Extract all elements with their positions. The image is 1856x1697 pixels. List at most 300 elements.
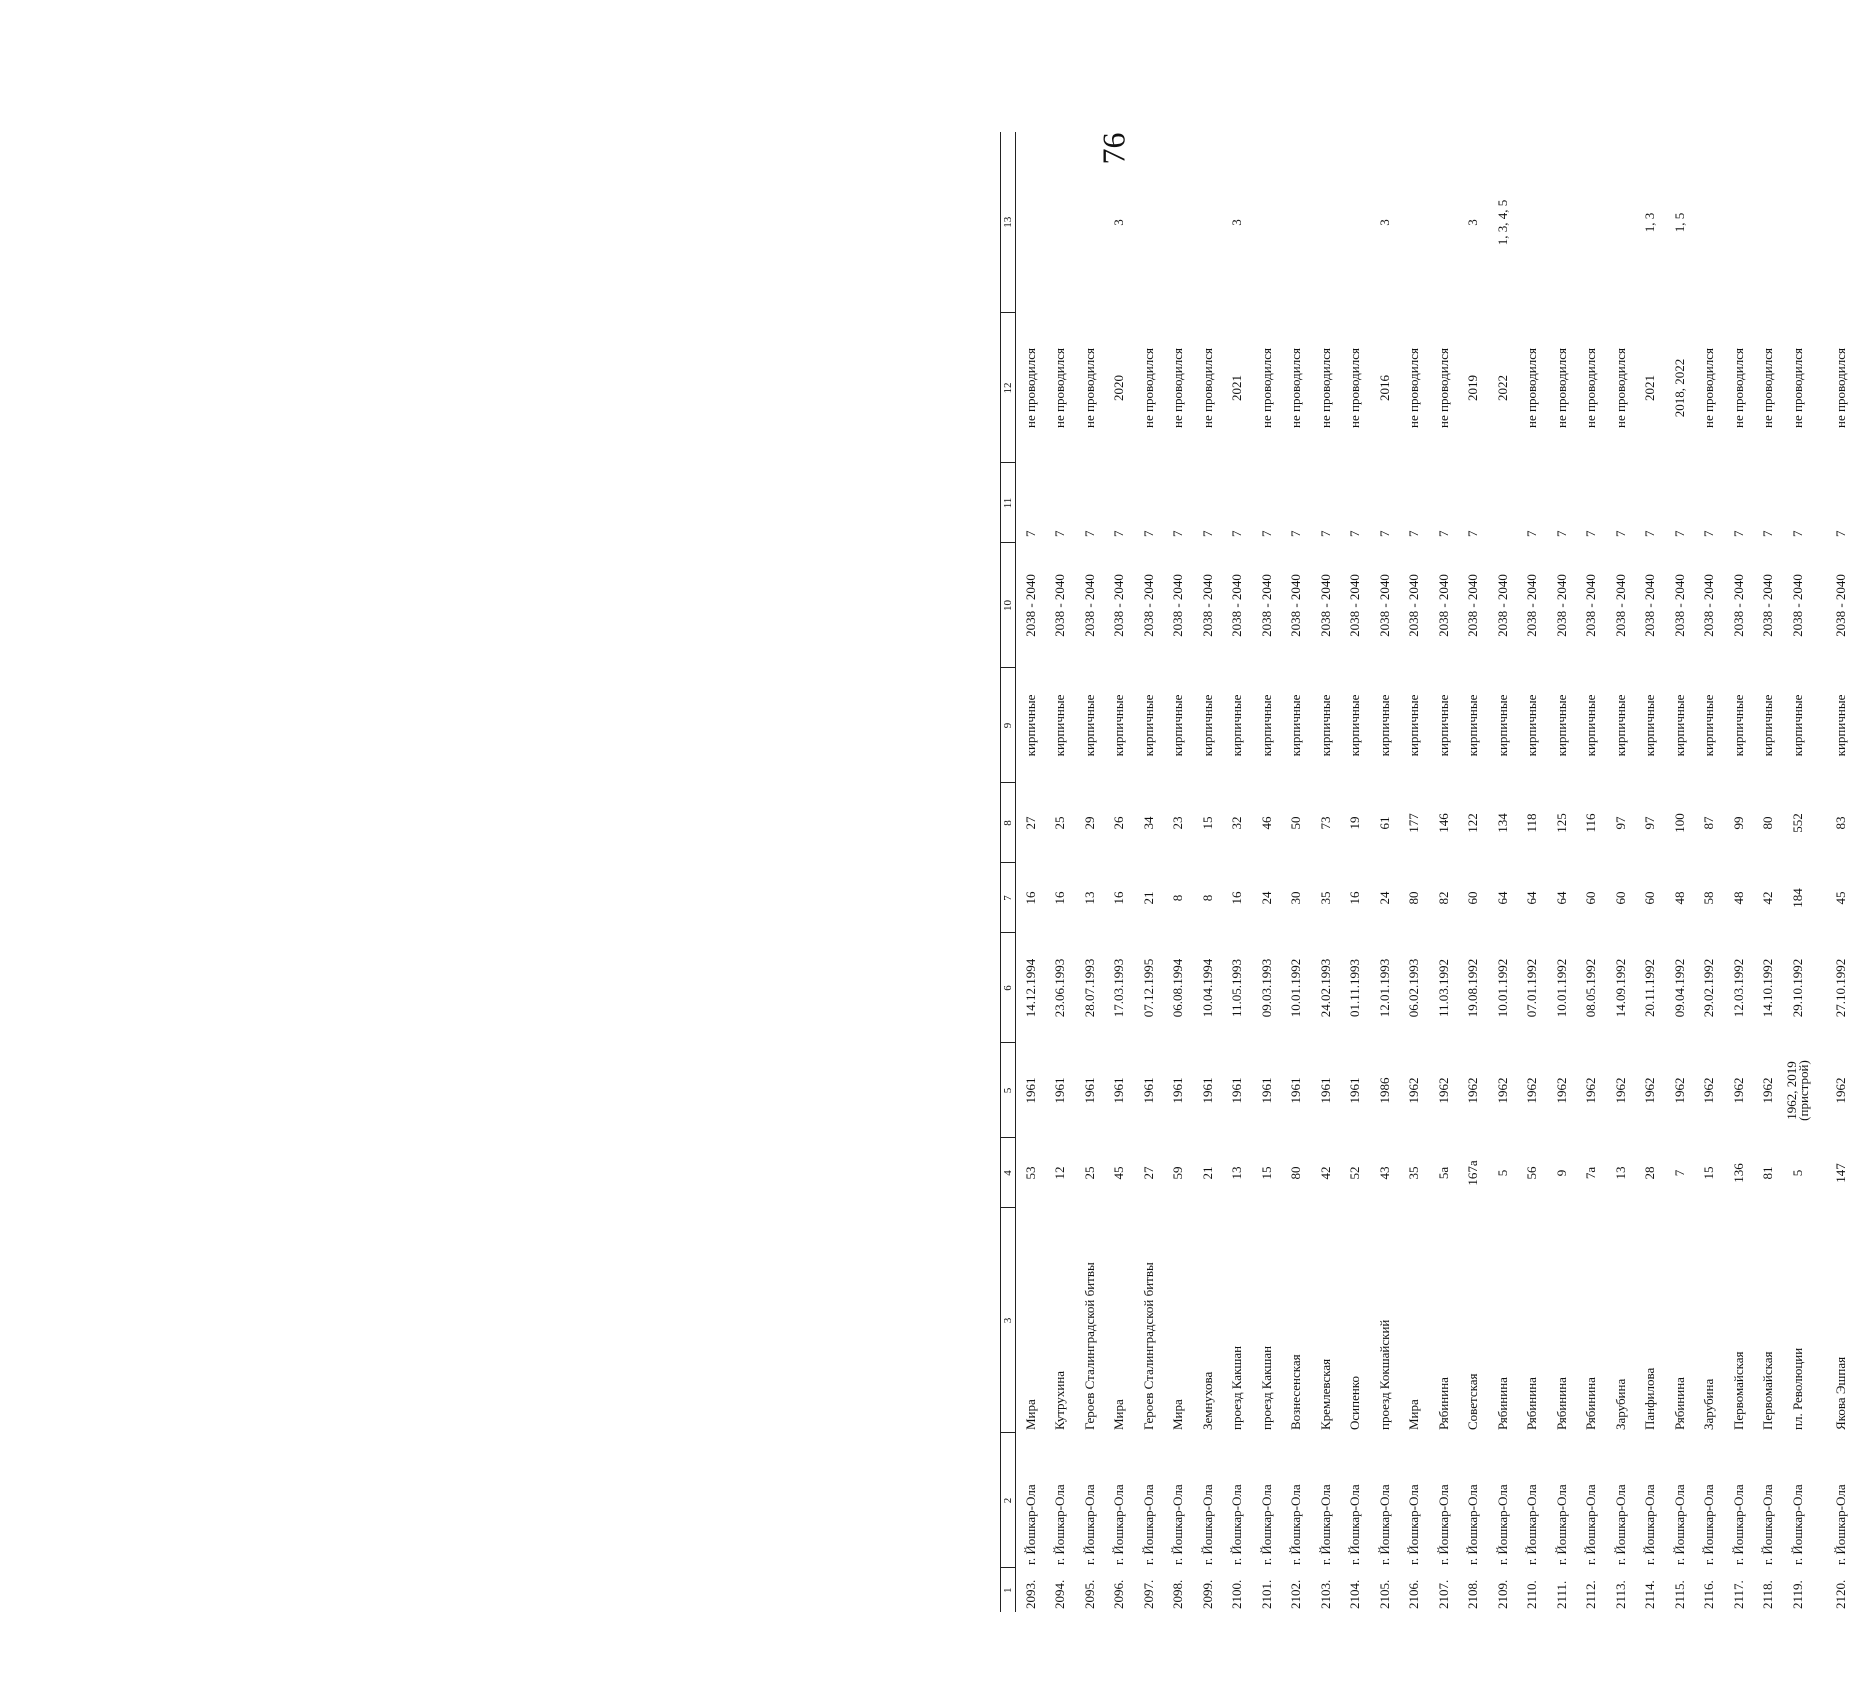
settlement: г. Йошкар-Ола	[1435, 1484, 1451, 1565]
house-number: 15	[1701, 1166, 1717, 1180]
value-col-11: 7	[1111, 530, 1127, 537]
last-repair: не проводился	[1081, 348, 1097, 428]
value-col-8: 32	[1229, 816, 1245, 830]
repair-period: 2038 - 2040	[1229, 574, 1245, 637]
wall-material: кирпичные	[1435, 694, 1451, 757]
settlement: г. Йошкар-Ола	[1288, 1484, 1304, 1565]
house-number: 136	[1730, 1163, 1746, 1183]
repair-types: 1, 3, 4, 5	[1494, 199, 1510, 246]
privatization-date: 17.03.1993	[1111, 958, 1127, 1018]
value-col-8: 122	[1465, 813, 1481, 833]
value-col-7: 16	[1347, 891, 1363, 905]
privatization-date: 11.03.1992	[1435, 958, 1451, 1018]
value-col-7: 16	[1022, 891, 1038, 905]
build-year: 1962	[1494, 1077, 1510, 1104]
street-name: Панфилова	[1642, 1367, 1658, 1430]
row-number: 2120.	[1833, 1579, 1849, 1609]
street-name: Кремлевская	[1317, 1358, 1333, 1430]
build-year: 1961	[1022, 1077, 1038, 1104]
settlement: г. Йошкар-Ола	[1760, 1484, 1776, 1565]
repair-period: 2038 - 2040	[1140, 574, 1156, 637]
table-row	[1164, 132, 1194, 1612]
wall-material: кирпичные	[1730, 694, 1746, 757]
settlement: г. Йошкар-Ола	[1833, 1484, 1849, 1565]
table-row	[1252, 132, 1282, 1612]
privatization-date: 14.10.1992	[1760, 958, 1776, 1018]
privatization-date: 01.11.1993	[1347, 958, 1363, 1018]
wall-material: кирпичные	[1022, 694, 1038, 757]
settlement: г. Йошкар-Ола	[1730, 1484, 1746, 1565]
last-repair: не проводился	[1347, 348, 1363, 428]
street-name: Зарубина	[1612, 1378, 1628, 1430]
last-repair: 2022	[1494, 375, 1510, 401]
value-col-8: 87	[1701, 816, 1717, 830]
row-number: 2115.	[1671, 1580, 1687, 1609]
repair-period: 2038 - 2040	[1258, 574, 1274, 637]
repair-period: 2038 - 2040	[1111, 574, 1127, 637]
build-year: 1961	[1347, 1077, 1363, 1104]
row-number: 2111.	[1553, 1580, 1569, 1609]
privatization-date: 10.01.1992	[1494, 958, 1510, 1018]
settlement: г. Йошкар-Ола	[1642, 1484, 1658, 1565]
wall-material: кирпичные	[1671, 694, 1687, 757]
value-col-8: 15	[1199, 816, 1215, 830]
build-year: 1961	[1111, 1077, 1127, 1104]
value-col-8: 61	[1376, 816, 1392, 830]
value-col-8: 116	[1583, 813, 1599, 833]
repair-types: 3	[1229, 219, 1245, 226]
value-col-11: 7	[1465, 530, 1481, 537]
build-year: 1962	[1553, 1077, 1569, 1104]
repair-types: 1, 3	[1642, 212, 1658, 233]
house-number: 13	[1229, 1166, 1245, 1180]
last-repair: 2016	[1376, 375, 1392, 401]
settlement: г. Йошкар-Ола	[1494, 1484, 1510, 1565]
row-number: 2119.	[1789, 1580, 1805, 1609]
repair-types	[1813, 132, 1856, 313]
value-col-7: 48	[1730, 891, 1746, 905]
house-number: 42	[1317, 1166, 1333, 1180]
wall-material: кирпичные	[1170, 694, 1186, 757]
value-col-11: 7	[1671, 530, 1687, 537]
street-name: Рябинина	[1435, 1377, 1451, 1430]
repair-period: 2038 - 2040	[1583, 574, 1599, 637]
table-row	[1429, 132, 1459, 1612]
wall-material: кирпичные	[1524, 694, 1540, 757]
house-number: 27	[1140, 1166, 1156, 1180]
repair-period: 2038 - 2040	[1376, 574, 1392, 637]
value-col-7: 58	[1701, 891, 1717, 905]
wall-material: кирпичные	[1288, 694, 1304, 757]
column-header-2: 2	[1001, 1433, 1016, 1568]
column-header-1: 1	[1001, 1568, 1016, 1612]
privatization-date: 08.05.1992	[1583, 958, 1599, 1018]
value-col-8: 83	[1833, 816, 1849, 830]
settlement: г. Йошкар-Ола	[1583, 1484, 1599, 1565]
table-row	[1577, 132, 1607, 1612]
wall-material: кирпичные	[1140, 694, 1156, 757]
settlement: г. Йошкар-Ола	[1111, 1484, 1127, 1565]
value-col-7: 60	[1642, 891, 1658, 905]
value-col-8: 73	[1317, 816, 1333, 830]
value-col-7: 16	[1111, 891, 1127, 905]
repair-period: 2038 - 2040	[1022, 574, 1038, 637]
privatization-date: 19.08.1992	[1465, 958, 1481, 1018]
repair-types: 1, 5	[1671, 212, 1687, 233]
street-name: Героев Сталинградской битвы	[1140, 1262, 1156, 1430]
table-row	[1016, 132, 1046, 1612]
table-row	[1341, 132, 1371, 1612]
table-row	[1400, 132, 1430, 1612]
value-col-11: 7	[1701, 530, 1717, 537]
value-col-8: 29	[1081, 816, 1097, 830]
repair-types	[1075, 132, 1105, 313]
column-header-8: 8	[1001, 783, 1016, 863]
value-col-8: 26	[1111, 816, 1127, 830]
value-col-7: 30	[1288, 891, 1304, 905]
value-col-8: 99	[1730, 816, 1746, 830]
settlement: г. Йошкар-Ола	[1376, 1484, 1392, 1565]
last-repair: не проводился	[1022, 348, 1038, 428]
column-header-5: 5	[1001, 1043, 1016, 1138]
repair-period: 2038 - 2040	[1553, 574, 1569, 637]
last-repair: не проводился	[1701, 348, 1717, 428]
street-name: Первомайская	[1760, 1351, 1776, 1430]
column-header-11: 11	[1001, 463, 1016, 543]
repair-period: 2038 - 2040	[1833, 574, 1849, 637]
value-col-7: 64	[1524, 891, 1540, 905]
table-row	[1223, 132, 1253, 1612]
value-col-8: 34	[1140, 816, 1156, 830]
wall-material: кирпичные	[1494, 694, 1510, 757]
value-col-7: 80	[1406, 891, 1422, 905]
build-year: 1961	[1317, 1077, 1333, 1104]
street-name: Вознесенская	[1288, 1354, 1304, 1430]
value-col-11: 7	[1288, 530, 1304, 537]
wall-material: кирпичные	[1258, 694, 1274, 757]
repair-period: 2038 - 2040	[1789, 574, 1805, 637]
build-year: 1961	[1199, 1077, 1215, 1104]
repair-types	[1341, 132, 1371, 313]
house-number: 35	[1406, 1166, 1422, 1180]
value-col-11: 7	[1347, 530, 1363, 537]
house-number: 12	[1052, 1166, 1068, 1180]
house-number: 15	[1258, 1166, 1274, 1180]
street-name: Рябинина	[1494, 1377, 1510, 1430]
row-number: 2112.	[1583, 1580, 1599, 1609]
value-col-8: 97	[1612, 816, 1628, 830]
settlement: г. Йошкар-Ола	[1612, 1484, 1628, 1565]
wall-material: кирпичные	[1612, 694, 1628, 757]
build-year: 1961	[1140, 1077, 1156, 1104]
value-col-8: 125	[1553, 813, 1569, 833]
settlement: г. Йошкар-Ола	[1406, 1484, 1422, 1565]
build-year: 1962	[1760, 1077, 1776, 1104]
street-name: проезд Кокшайский	[1376, 1319, 1392, 1430]
privatization-date: 10.04.1994	[1199, 958, 1215, 1018]
settlement: г. Йошкар-Ола	[1052, 1484, 1068, 1565]
table-row	[1459, 132, 1489, 1612]
street-name: Мира	[1111, 1399, 1127, 1430]
build-year: 1962	[1701, 1077, 1717, 1104]
value-col-7: 64	[1494, 891, 1510, 905]
row-number: 2118.	[1760, 1580, 1776, 1609]
repair-period: 2038 - 2040	[1435, 574, 1451, 637]
repair-period: 2038 - 2040	[1052, 574, 1068, 637]
value-col-11: 7	[1833, 530, 1849, 537]
value-col-7: 8	[1170, 894, 1186, 902]
last-repair: 2018, 2022	[1671, 358, 1687, 418]
street-name: Кутрухина	[1052, 1370, 1068, 1430]
build-year: 1962	[1465, 1077, 1481, 1104]
value-col-11: 7	[1553, 530, 1569, 537]
last-repair: 2019	[1465, 375, 1481, 401]
build-year: 1986	[1376, 1077, 1392, 1104]
repair-types	[1783, 132, 1813, 313]
last-repair: не проводился	[1199, 348, 1215, 428]
settlement: г. Йошкар-Ола	[1081, 1484, 1097, 1565]
value-col-7: 13	[1081, 891, 1097, 905]
street-name: проезд Какшан	[1229, 1345, 1245, 1430]
value-col-11: 7	[1052, 530, 1068, 537]
value-col-7: 45	[1833, 891, 1849, 905]
value-col-11: 7	[1435, 530, 1451, 537]
repair-types: 3	[1465, 219, 1481, 226]
settlement: г. Йошкар-Ола	[1022, 1484, 1038, 1565]
repair-period: 2038 - 2040	[1671, 574, 1687, 637]
build-year: 1962	[1612, 1077, 1628, 1104]
last-repair: не проводился	[1730, 348, 1746, 428]
wall-material: кирпичные	[1199, 694, 1215, 757]
house-number: 80	[1288, 1166, 1304, 1180]
privatization-date: 27.10.1992	[1833, 958, 1849, 1018]
wall-material: кирпичные	[1111, 694, 1127, 757]
repair-period: 2038 - 2040	[1524, 574, 1540, 637]
house-number: 5	[1494, 1169, 1510, 1177]
wall-material: кирпичные	[1406, 694, 1422, 757]
row-number: 2097.	[1140, 1579, 1156, 1609]
value-col-8: 80	[1760, 816, 1776, 830]
house-number: 81	[1760, 1166, 1776, 1180]
repair-types	[1606, 132, 1636, 313]
value-col-8: 100	[1671, 813, 1687, 833]
row-number: 2107.	[1435, 1579, 1451, 1609]
value-col-7: 16	[1052, 891, 1068, 905]
wall-material: кирпичные	[1347, 694, 1363, 757]
repair-types: 3	[1111, 219, 1127, 226]
row-number: 2101.	[1258, 1579, 1274, 1609]
value-col-11: 7	[1760, 530, 1776, 537]
value-col-7: 64	[1553, 891, 1569, 905]
value-col-11: 7	[1317, 530, 1333, 537]
repair-period: 2038 - 2040	[1494, 574, 1510, 637]
last-repair: 2021	[1229, 375, 1245, 401]
privatization-date: 09.04.1992	[1671, 958, 1687, 1018]
wall-material: кирпичные	[1833, 694, 1849, 757]
table-row	[1370, 132, 1400, 1612]
settlement: г. Йошкар-Ола	[1170, 1484, 1186, 1565]
last-repair: не проводился	[1052, 348, 1068, 428]
value-col-11: 7	[1524, 530, 1540, 537]
wall-material: кирпичные	[1642, 694, 1658, 757]
table-row	[1282, 132, 1312, 1612]
build-year: 1961	[1229, 1077, 1245, 1104]
wall-material: кирпичные	[1553, 694, 1569, 757]
table-row	[1813, 132, 1856, 1612]
last-repair: не проводился	[1288, 348, 1304, 428]
repair-types	[1134, 132, 1164, 313]
value-col-11: 7	[1730, 530, 1746, 537]
street-name: Мира	[1022, 1399, 1038, 1430]
table-row	[1695, 132, 1725, 1612]
last-repair: не проводился	[1524, 348, 1540, 428]
column-header-3: 3	[1001, 1208, 1016, 1433]
repair-types	[1518, 132, 1548, 313]
last-repair: не проводился	[1317, 348, 1333, 428]
repair-types	[1282, 132, 1312, 313]
table-row	[1518, 132, 1548, 1612]
last-repair: не проводился	[1553, 348, 1569, 428]
build-year: 1962	[1435, 1077, 1451, 1104]
last-repair: не проводился	[1833, 348, 1849, 428]
value-col-11: 7	[1022, 530, 1038, 537]
table-row	[1193, 132, 1223, 1612]
house-number: 5	[1789, 1169, 1805, 1177]
privatization-date: 14.12.1994	[1022, 958, 1038, 1018]
value-col-8: 552	[1789, 813, 1805, 833]
settlement: г. Йошкар-Ола	[1140, 1484, 1156, 1565]
wall-material: кирпичные	[1376, 694, 1392, 757]
last-repair: не проводился	[1170, 348, 1186, 428]
value-col-7: 60	[1465, 891, 1481, 905]
value-col-8: 27	[1022, 816, 1038, 830]
build-year: 1962, 2019 (пристрой)	[1783, 1060, 1811, 1121]
repair-period: 2038 - 2040	[1465, 574, 1481, 637]
build-year: 1962	[1833, 1077, 1849, 1104]
row-number: 2113.	[1612, 1580, 1628, 1609]
street-name: Советская	[1465, 1373, 1481, 1430]
street-name: Зарубина	[1701, 1378, 1717, 1430]
table-row	[1665, 132, 1695, 1612]
row-number: 2104.	[1347, 1579, 1363, 1609]
row-number: 2116.	[1701, 1580, 1717, 1609]
street-name: Героев Сталинградской битвы	[1081, 1262, 1097, 1430]
value-col-11: 7	[1583, 530, 1599, 537]
privatization-date: 28.07.1993	[1081, 958, 1097, 1018]
value-col-7: 35	[1317, 891, 1333, 905]
register-body	[1016, 132, 1856, 1612]
row-number: 2103.	[1317, 1579, 1333, 1609]
row-number: 2108.	[1465, 1579, 1481, 1609]
repair-types: 3	[1376, 219, 1392, 226]
row-number: 2117.	[1730, 1580, 1746, 1609]
house-number: 28	[1642, 1166, 1658, 1180]
house-number: 25	[1081, 1166, 1097, 1180]
table-row	[1783, 132, 1813, 1612]
last-repair: 2020	[1111, 375, 1127, 401]
row-number: 2105.	[1376, 1579, 1392, 1609]
value-col-11: 7	[1376, 530, 1392, 537]
row-number: 2109.	[1494, 1579, 1510, 1609]
row-number: 2098.	[1170, 1579, 1186, 1609]
privatization-date: 07.01.1992	[1524, 958, 1540, 1018]
column-header-4: 4	[1001, 1138, 1016, 1208]
privatization-date: 06.08.1994	[1170, 958, 1186, 1018]
repair-types	[1400, 132, 1430, 313]
table-row	[1636, 132, 1666, 1612]
settlement: г. Йошкар-Ола	[1465, 1484, 1481, 1565]
value-col-7: 48	[1671, 891, 1687, 905]
repair-types	[1311, 132, 1341, 313]
value-col-7: 16	[1229, 891, 1245, 905]
street-name: Якова Эшпая	[1833, 1356, 1849, 1430]
value-col-11: 7	[1789, 530, 1805, 537]
settlement: г. Йошкар-Ола	[1701, 1484, 1717, 1565]
page-number: 76	[1095, 132, 1132, 165]
privatization-date: 12.01.1993	[1376, 958, 1392, 1018]
value-col-11	[1488, 463, 1518, 543]
wall-material: кирпичные	[1465, 694, 1481, 757]
column-header-13: 13	[1001, 132, 1016, 313]
value-col-7: 24	[1258, 891, 1274, 905]
value-col-7: 42	[1760, 891, 1776, 905]
last-repair: не проводился	[1406, 348, 1422, 428]
settlement: г. Йошкар-Ола	[1317, 1484, 1333, 1565]
build-year: 1961	[1052, 1077, 1068, 1104]
repair-types	[1547, 132, 1577, 313]
value-col-11: 7	[1140, 530, 1156, 537]
register-table-rotated	[1000, 132, 1849, 1612]
value-col-8: 118	[1524, 813, 1540, 833]
privatization-date: 23.06.1993	[1052, 958, 1068, 1018]
wall-material: кирпичные	[1760, 694, 1776, 757]
value-col-11: 7	[1081, 530, 1097, 537]
value-col-8: 146	[1435, 813, 1451, 833]
privatization-date: 20.11.1992	[1642, 958, 1658, 1018]
settlement: г. Йошкар-Ола	[1789, 1484, 1805, 1565]
house-number: 56	[1524, 1166, 1540, 1180]
table-row	[1754, 132, 1784, 1612]
repair-period: 2038 - 2040	[1642, 574, 1658, 637]
house-number: 147	[1833, 1163, 1849, 1183]
value-col-11: 7	[1612, 530, 1628, 537]
value-col-8: 46	[1258, 816, 1274, 830]
value-col-7: 184	[1789, 888, 1805, 908]
last-repair: не проводился	[1583, 348, 1599, 428]
repair-period: 2038 - 2040	[1612, 574, 1628, 637]
settlement: г. Йошкар-Ола	[1524, 1484, 1540, 1565]
build-year: 1962	[1583, 1077, 1599, 1104]
column-number-row	[1001, 132, 1016, 1612]
house-number: 13	[1612, 1166, 1628, 1180]
build-year: 1962	[1730, 1077, 1746, 1104]
repair-period: 2038 - 2040	[1347, 574, 1363, 637]
repair-types	[1046, 132, 1076, 313]
repair-types	[1164, 132, 1194, 313]
repair-period: 2038 - 2040	[1760, 574, 1776, 637]
value-col-8: 23	[1170, 816, 1186, 830]
row-number: 2093.	[1022, 1579, 1038, 1609]
house-number: 167а	[1465, 1160, 1481, 1186]
settlement: г. Йошкар-Ола	[1347, 1484, 1363, 1565]
house-number: 21	[1199, 1166, 1215, 1180]
house-number: 52	[1347, 1166, 1363, 1180]
value-col-8: 97	[1642, 816, 1658, 830]
build-year: 1961	[1288, 1077, 1304, 1104]
street-name: проезд Какшан	[1258, 1345, 1274, 1430]
privatization-date: 10.01.1992	[1553, 958, 1569, 1018]
build-year: 1961	[1170, 1077, 1186, 1104]
